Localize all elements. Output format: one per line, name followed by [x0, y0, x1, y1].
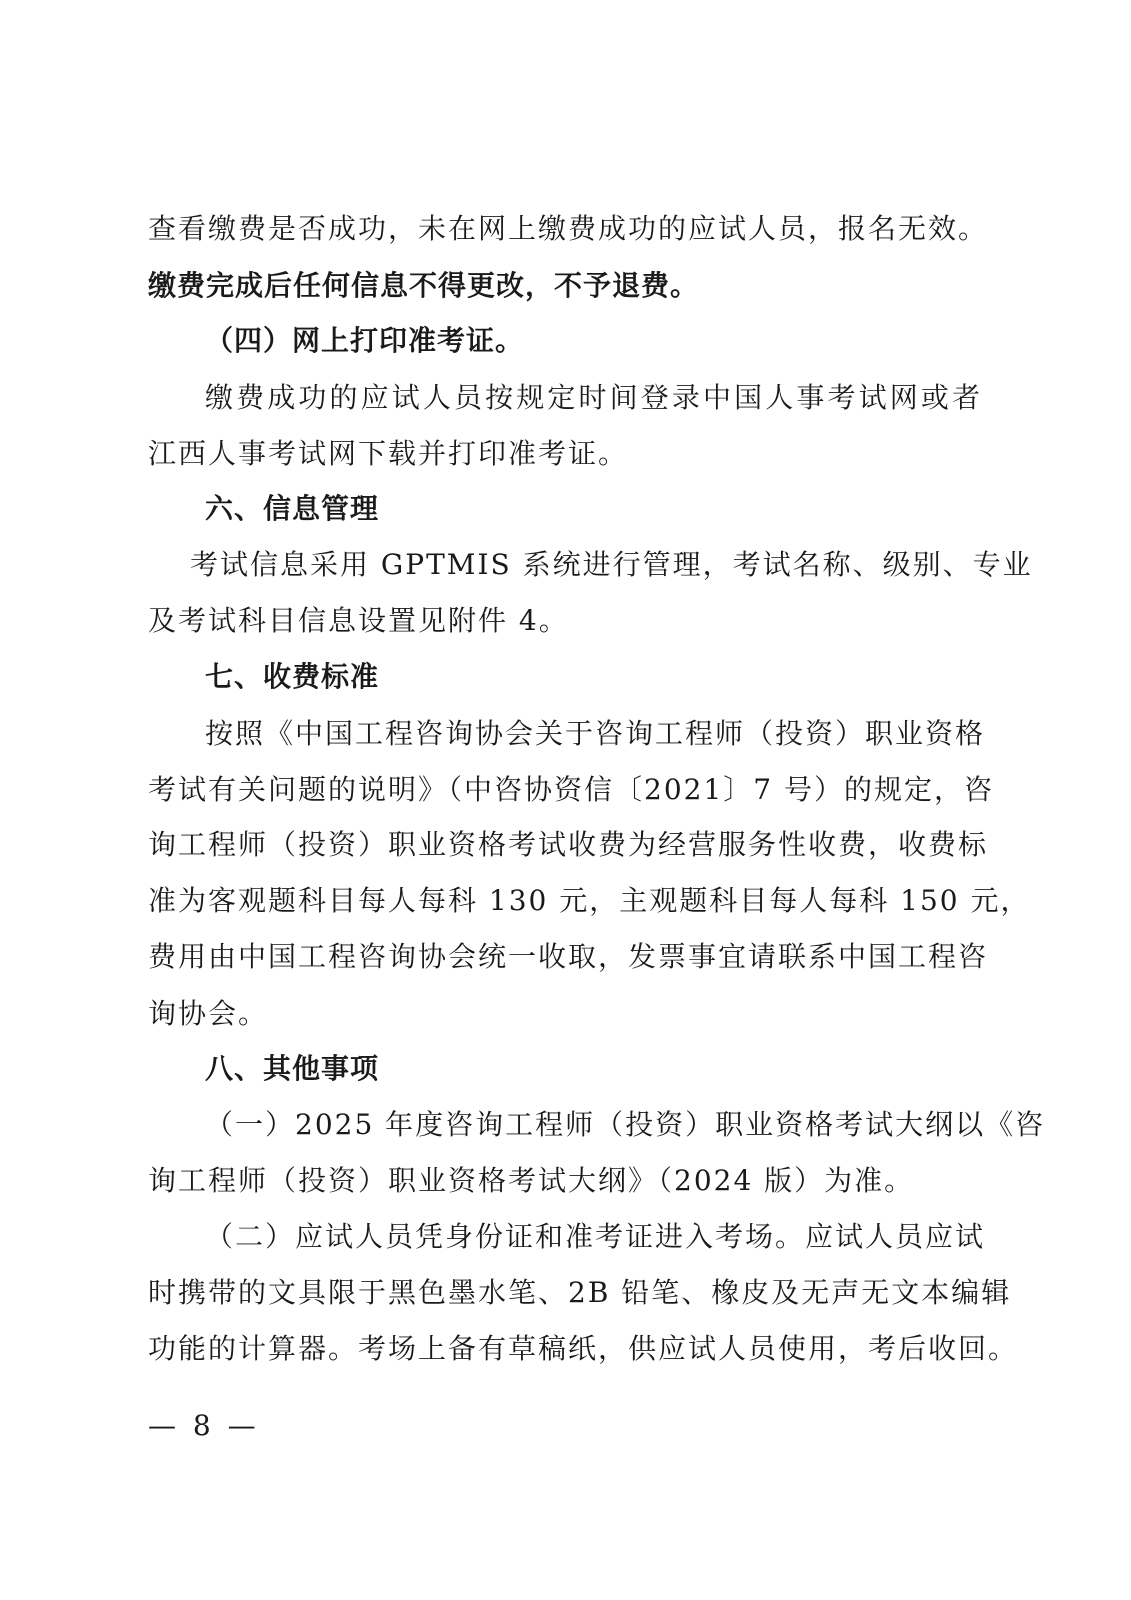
paragraph-line: 及考试科目信息设置见附件 4。: [148, 604, 569, 637]
paragraph-line: 询工程师（投资）职业资格考试收费为经营服务性收费，收费标: [148, 828, 989, 861]
paragraph-line: 费用由中国工程咨询协会统一收取，发票事宜请联系中国工程咨: [148, 940, 989, 973]
paragraph-line: 询工程师（投资）职业资格考试大纲》（2024 版）为准。: [148, 1164, 915, 1197]
paragraph-line: 江西人事考试网下载并打印准考证。: [148, 437, 629, 470]
paragraph-line: 准为客观题科目每人每科 130 元，主观题科目每人每科 150 元，: [148, 884, 1031, 917]
section-heading-info-management: 六、信息管理: [205, 492, 380, 525]
bold-notice-line: 缴费完成后任何信息不得更改，不予退费。: [148, 269, 700, 302]
paragraph-line: 时携带的文具限于黑色墨水笔、2B 铅笔、橡皮及无声无文本编辑: [148, 1276, 1012, 1309]
paragraph-line: 考试信息采用 GPTMIS 系统进行管理，考试名称、级别、专业: [190, 548, 1033, 581]
paragraph-line: 询协会。: [148, 997, 269, 1030]
paragraph-line: 查看缴费是否成功，未在网上缴费成功的应试人员，报名无效。: [148, 212, 989, 245]
paragraph-line: （一）2025 年度咨询工程师（投资）职业资格考试大纲以《咨: [205, 1108, 1046, 1141]
paragraph-line: （二）应试人员凭身份证和准考证进入考场。应试人员应试: [205, 1220, 986, 1253]
section-heading-fee-standard: 七、收费标准: [205, 660, 380, 693]
section-heading-other-matters: 八、其他事项: [205, 1052, 380, 1085]
paragraph-line: 考试有关问题的说明》（中咨协资信〔2021〕7 号）的规定，咨: [148, 773, 994, 806]
page-number: — 8 —: [148, 1409, 260, 1442]
subheading-print-admission: （四）网上打印准考证。: [205, 324, 525, 357]
paragraph-line: 缴费成功的应试人员按规定时间登录中国人事考试网或者: [205, 381, 982, 414]
paragraph-line: 功能的计算器。考场上备有草稿纸，供应试人员使用，考后收回。: [148, 1332, 1019, 1365]
paragraph-line: 按照《中国工程咨询协会关于咨询工程师（投资）职业资格: [205, 717, 986, 750]
